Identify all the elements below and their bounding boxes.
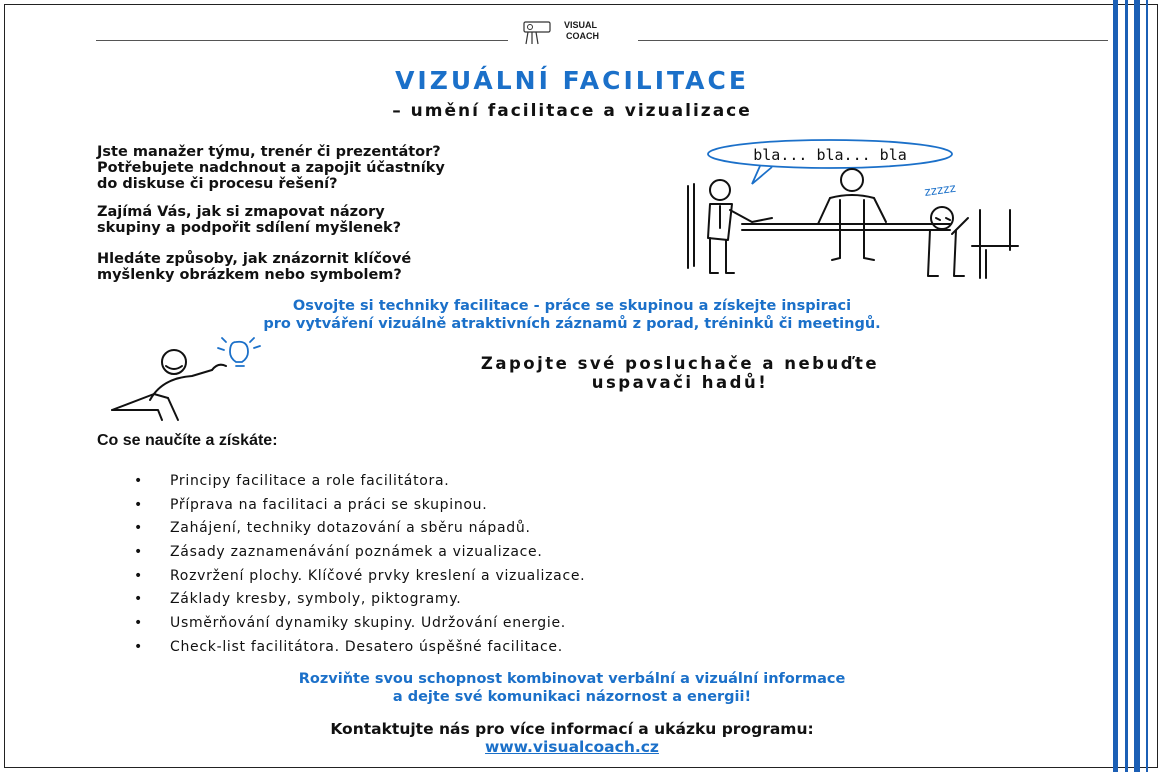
learn-list bbox=[134, 471, 585, 661]
header-rule-right bbox=[638, 40, 1108, 41]
easel-icon bbox=[520, 18, 560, 46]
visual-coach-logo bbox=[520, 18, 630, 46]
logo-wordmark bbox=[564, 20, 599, 42]
logo-line-1: VISUAL bbox=[564, 20, 598, 30]
cta-line-2: uspavači hadů! bbox=[591, 373, 769, 392]
question-2: Zajímá Vás, jak si zmapovat názory skupiny a podpořit sdílení myšlenek? bbox=[97, 204, 402, 236]
list-item: • Principy facilitace a role facilitátora. bbox=[134, 471, 585, 495]
closing-line-2: a dejte své komunikaci názornost a energii! bbox=[392, 689, 752, 705]
list-item: • Rozvržení plochy. Klíčové prvky kreslení a vizualizace. bbox=[134, 566, 585, 590]
cta-line-1: Zapojte své posluchače a nebuďte bbox=[480, 354, 880, 373]
list-item: • Zásady zaznamenávání poznámek a vizualizace. bbox=[134, 542, 585, 566]
meeting-illustration bbox=[680, 138, 1040, 288]
call-to-action bbox=[330, 354, 1030, 392]
decorative-stripe bbox=[1146, 0, 1148, 772]
list-item: • Příprava na facilitaci a práci se skupinou. bbox=[134, 495, 585, 519]
list-item: • Check-list facilitátora. Desatero úspěšné facilitace. bbox=[134, 637, 585, 661]
page-title: VIZUÁLNÍ FACILITACE bbox=[395, 66, 749, 95]
question-1: Jste manažer týmu, trenér či prezentátor? Potřebujete nadchnout a zapojit účastníky do diskuse či procesu řešení? bbox=[97, 144, 445, 192]
lightbulb-icon bbox=[230, 342, 248, 362]
closing-line-1: Rozviňte svou schopnost kombinovat verbální a vizuální informace bbox=[298, 671, 846, 687]
list-item: • Základy kresby, symboly, piktogramy. bbox=[134, 589, 585, 613]
contact-text: Kontaktujte nás pro více informací a ukázku programu: bbox=[330, 720, 814, 738]
closing-text bbox=[0, 670, 1144, 706]
list-item: • Zahájení, techniky dotazování a sběru nápadů. bbox=[134, 518, 585, 542]
speech-bubble-text: bla... bla... bla bbox=[753, 146, 907, 164]
website-link[interactable]: www.visualcoach.cz bbox=[485, 738, 659, 756]
idea-person-illustration bbox=[108, 336, 288, 426]
learn-heading: Co se naučíte a získáte: bbox=[97, 432, 278, 449]
list-item: • Usměrňování dynamiky skupiny. Udržování energie. bbox=[134, 613, 585, 637]
logo-line-2: COACH bbox=[566, 31, 599, 41]
page-subtitle: – umění facilitace a vizualizace bbox=[392, 101, 752, 121]
intro-line-1: Osvojte si techniky facilitace - práce se skupinou a získejte inspiraci bbox=[292, 298, 852, 314]
sleep-text: zzzzz bbox=[923, 180, 957, 199]
header-rule-left bbox=[96, 40, 508, 41]
question-3: Hledáte způsoby, jak znázornit klíčové myšlenky obrázkem nebo symbolem? bbox=[97, 251, 412, 283]
intro-text bbox=[0, 297, 1144, 333]
intro-line-2: pro vytváření vizuálně atraktivních záznamů z porad, tréninků či meetingů. bbox=[263, 316, 881, 332]
